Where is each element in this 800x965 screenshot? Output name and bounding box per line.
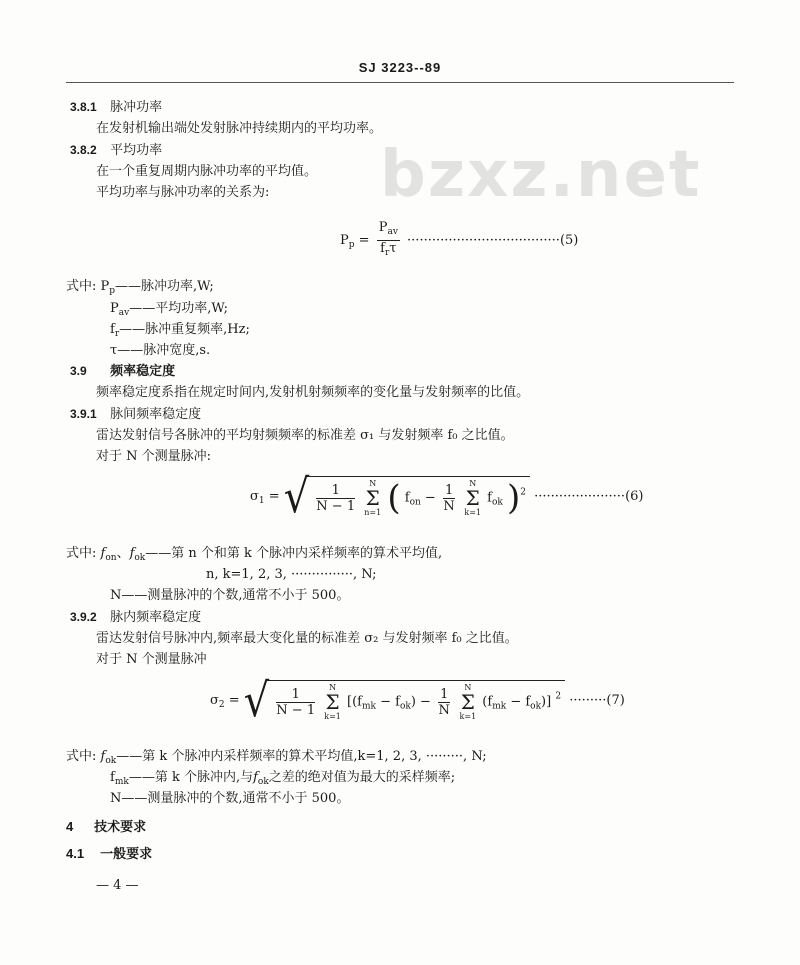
where1-sym: P xyxy=(100,279,110,294)
eq5-tag: (5) xyxy=(559,233,579,248)
section-3-9-2-desc1: 雷达发射信号脉冲内,频率最大变化量的标准差 σ₂ 与发射频率 f₀ 之比值。 xyxy=(96,631,518,646)
where1-text: ——平均功率,W; xyxy=(129,301,228,316)
section-number: 3.8.1 xyxy=(70,100,97,114)
where1-sym: f xyxy=(110,322,115,337)
eq5-fraction xyxy=(377,220,400,261)
where1-sub: av xyxy=(118,308,130,318)
section-number: 3.9.2 xyxy=(70,610,97,624)
eq6-lhs: σ xyxy=(250,489,259,504)
section-3-9-2-desc2: 对于 N 个测量脉冲 xyxy=(96,652,207,667)
eq6-equals: = xyxy=(268,489,280,504)
section-3-9-2-heading xyxy=(70,608,201,627)
section-title: 平均功率 xyxy=(110,143,163,158)
section-number: 3.8.2 xyxy=(70,143,97,157)
eq7-sqrt: √ $\frac{1}{N - 1}$ N Σ k=1 [$(f_{mk} - f_{ok})$ − $\frac{1}{N}$ N Σ k=1 $(f_{mk} - f_{ok})$] $^2$ xyxy=(244,680,565,721)
section-number: 3.9.1 xyxy=(70,407,97,421)
where3-line-2: $f_{mk}——$第 k 个脉冲内,与$f_{ok}$之差的绝对值为最大的采样频率; xyxy=(110,770,456,787)
where1-sym: P xyxy=(110,301,119,316)
section-3-8-1-heading xyxy=(70,98,162,117)
eq6-sum1: N Σ n=1 xyxy=(364,479,382,517)
where1-line-1 xyxy=(66,278,214,300)
eq5-num: P xyxy=(378,220,388,235)
section-title: 一般要求 xyxy=(100,847,153,862)
where1-sub: p xyxy=(109,286,116,296)
eq7-lhs: σ xyxy=(210,693,219,708)
eq5-num-sub: av xyxy=(387,227,398,237)
eq6-sum2: N Σ k=1 xyxy=(464,479,482,517)
header-rule xyxy=(66,82,734,83)
section-title: 技术要求 xyxy=(94,820,147,835)
eq7-sum1: N Σ k=1 xyxy=(324,683,341,721)
section-3-8-2-heading xyxy=(70,141,162,160)
where1-line-4 xyxy=(110,342,210,360)
where1-text: ——脉冲功率,W; xyxy=(115,279,214,294)
eq6-tag: (6) xyxy=(625,489,644,504)
section-3-9-heading xyxy=(70,362,175,381)
eq6-sqrt: √ $\frac{1}{N - 1}$ N Σ n=1 ( $f_{on}$ − $\frac{1}{N}$ N Σ k=1 $f_{ok}$ )$^2$ xyxy=(284,476,530,517)
section-4-heading xyxy=(66,818,146,837)
where1-text: ——脉冲重复频率,Hz; xyxy=(119,322,250,337)
equation-5 xyxy=(340,220,578,261)
section-3-9-desc: 频率稳定度系指在规定时间内,发射机射频频率的变化量与发射频率的比值。 xyxy=(96,385,530,400)
eq6-term2: f xyxy=(487,490,492,506)
where2-line-3: N——测量脉冲的个数,通常不小于 500。 xyxy=(110,588,350,603)
page-number: — 4 — xyxy=(96,878,139,893)
eq5-equals: = xyxy=(358,233,370,248)
where1-sub: r xyxy=(114,329,120,339)
where2-line-2: n, k=1, 2, 3, ···············, N; xyxy=(206,567,377,582)
header-title: SJ 3223--89 xyxy=(358,60,442,75)
eq6-leader-dots: ······················ xyxy=(534,489,626,504)
watermark: bzxz.net xyxy=(380,138,702,212)
equation-6 xyxy=(250,470,644,523)
section-3-9-1-desc1: 雷达发射信号各脉冲的平均射频频率的标准差 σ₁ 与发射频率 f₀ 之比值。 xyxy=(96,428,514,443)
section-number: 4 xyxy=(66,819,74,834)
eq6-lhs-sub: 1 xyxy=(258,496,265,506)
section-title: 脉内频率稳定度 xyxy=(110,610,202,625)
eq7-leader-dots: ········· xyxy=(569,693,607,708)
eq5-lhs: P xyxy=(340,233,349,248)
eq6-term1: f xyxy=(404,490,410,506)
where1-sym: τ xyxy=(110,343,118,358)
section-3-9-1-desc2: 对于 N 个测量脉冲: xyxy=(96,449,212,464)
eq6-frac: $\frac{1}{N - 1}$ xyxy=(316,482,356,514)
section-number: 4.1 xyxy=(66,846,85,861)
section-3-9-1-heading xyxy=(70,405,201,424)
section-4-1-heading xyxy=(66,845,152,864)
eq6-frac2: $\frac{1}{N}$ xyxy=(443,482,455,514)
section-3-8-2-desc2: 平均功率与脉冲功率的关系为: xyxy=(96,185,270,200)
eq7-tag: (7) xyxy=(606,693,625,708)
eq5-lhs-sub: p xyxy=(348,240,355,250)
section-3-8-1-desc: 在发射机输出端处发射脉冲持续期内的平均功率。 xyxy=(96,121,383,136)
where1-intro: 式中: xyxy=(66,279,97,294)
where3-line-1: 式中: $f_{ok}——$第 k 个脉冲内采样频率的算术平均值,k=1, 2, 3, ·········, N; xyxy=(66,749,487,766)
where2-line-1: 式中: $f_{on}$、$f_{ok}——$第 n 个和第 k 个脉冲内采样频率的算术平均值, xyxy=(66,546,443,563)
where3-line-3: N——测量脉冲的个数,通常不小于 500。 xyxy=(110,791,350,806)
section-title: 频率稳定度 xyxy=(110,364,176,379)
eq5-leader-dots: ····································· xyxy=(407,233,560,248)
eq5-den-tau: τ xyxy=(389,241,397,256)
section-number: 3.9 xyxy=(70,364,87,378)
eq5-den: f xyxy=(380,241,385,256)
where1-line-3 xyxy=(110,321,250,343)
where1-text: ——脉冲宽度,s. xyxy=(117,343,211,358)
where1-line-2 xyxy=(110,300,228,322)
equation-7: $\sigma_2$ = √ $\frac{1}{N - 1}$ N Σ k=1 [$(f_{mk} - f_{ok})$ − $\frac{1}{N}$ N Σ k=1 $(f_{mk} - f_{ok})$] $^2$ ·········(7) xyxy=(210,674,625,727)
eq7-sum2: N Σ k=1 xyxy=(459,683,477,721)
eq5-den-sub: r xyxy=(384,248,390,258)
section-3-8-2-desc1: 在一个重复周期内脉冲功率的平均值。 xyxy=(96,164,318,179)
section-title: 脉冲功率 xyxy=(110,100,163,115)
section-title: 脉间频率稳定度 xyxy=(110,407,202,422)
